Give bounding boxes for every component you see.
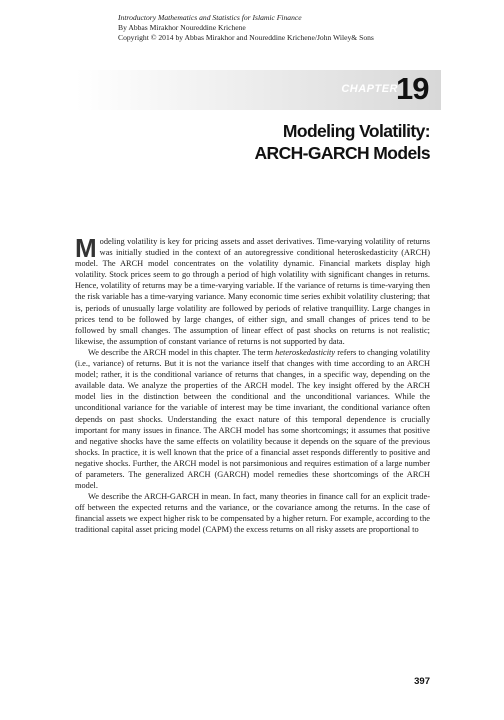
chapter-title-line-1: Modeling Volatility: <box>282 121 430 141</box>
chapter-body <box>75 233 430 536</box>
paragraph-1-text: odeling volatility is key for pricing assets and asset derivatives. Time-varying volatility of returns was initially studied in the context of an autoregressive conditional heteroskedasticity (ARCH) model. The ARCH model concentrates on the volatility dynamic. Financial markets display high volatility. Stock prices seem to go through a period of high volatility with significant changes in returns. Hence, volatility of returns may be a time-varying variable. If the variance of returns is time-varying then the risk variable has a time-varying variance. Many economic time series exhibit volatility clustering; that is, periods of unusually large volatility are followed by periods of relative tranquillity. Large changes in prices tend to be followed by large changes, of either sign, and small changes of prices tend to be followed by small changes. The assumption of linear effect of past shocks on returns is not realistic; likewise, the assumption of constant variance of returns is not supported by data. <box>75 237 430 346</box>
paragraph-1 <box>75 233 430 347</box>
book-title: Introductory Mathematics and Statistics for Islamic Finance <box>118 13 302 22</box>
authors-line: By Abbas Mirakhor Noureddine Krichene <box>118 23 246 32</box>
chapter-number: 19 <box>396 71 429 106</box>
emphasized-term: heteroskedasticity <box>275 347 336 357</box>
copyright-line: Copyright © 2014 by Abbas Mirakhor and Noureddine Krichene/John Wiley& Sons <box>118 33 374 42</box>
paragraph-3: We describe the ARCH-GARCH in mean. In fact, many theories in finance call for an explicit trade-off between the expected returns and the variance, or the covariance among the returns. In the case of financial assets we expect higher risk to be compensated by a higher return. For example, according to the traditional capital asset pricing model (CAPM) the excess returns on all risky assets are proportional to <box>75 492 430 535</box>
chapter-title-line-2: ARCH-GARCH Models <box>254 143 430 163</box>
paragraph-2 <box>75 347 430 491</box>
chapter-label: CHAPTER <box>341 83 398 95</box>
paragraph-2-text-a: We describe the ARCH model in this chapter. The term <box>88 347 276 357</box>
page-number: 397 <box>414 676 430 687</box>
chapter-title <box>200 120 430 164</box>
running-header <box>118 13 488 43</box>
drop-cap: M <box>75 233 97 263</box>
paragraph-2-text-b: refers to changing volatility (i.e., variance) of returns. But it is not the variance itself that changes with time according to an ARCH model; rather, it is the conditional variance of returns that changes, in a specific way, depending on the available data. We analyze the properties of the ARCH model. The key insight offered by the ARCH model lies in the distinction between the conditional and the unconditional variances. While the unconditional variance for the variable of interest may be time invariant, the conditional variance often depends on past shocks. Understanding the exact nature of this temporal dependence is crucially important for many issues in finance. The ARCH model has some shortcomings; it assumes that positive and negative shocks have the same effects on volatility because it depends on the square of the previous shocks. In practice, it is well known that the price of a financial asset responds differently to positive and negative shocks. Further, the ARCH model is not parsimonious and requires estimation of a large number of parameters. The generalized ARCH (GARCH) model remedies these shortcomings of the ARCH model. <box>75 347 430 491</box>
